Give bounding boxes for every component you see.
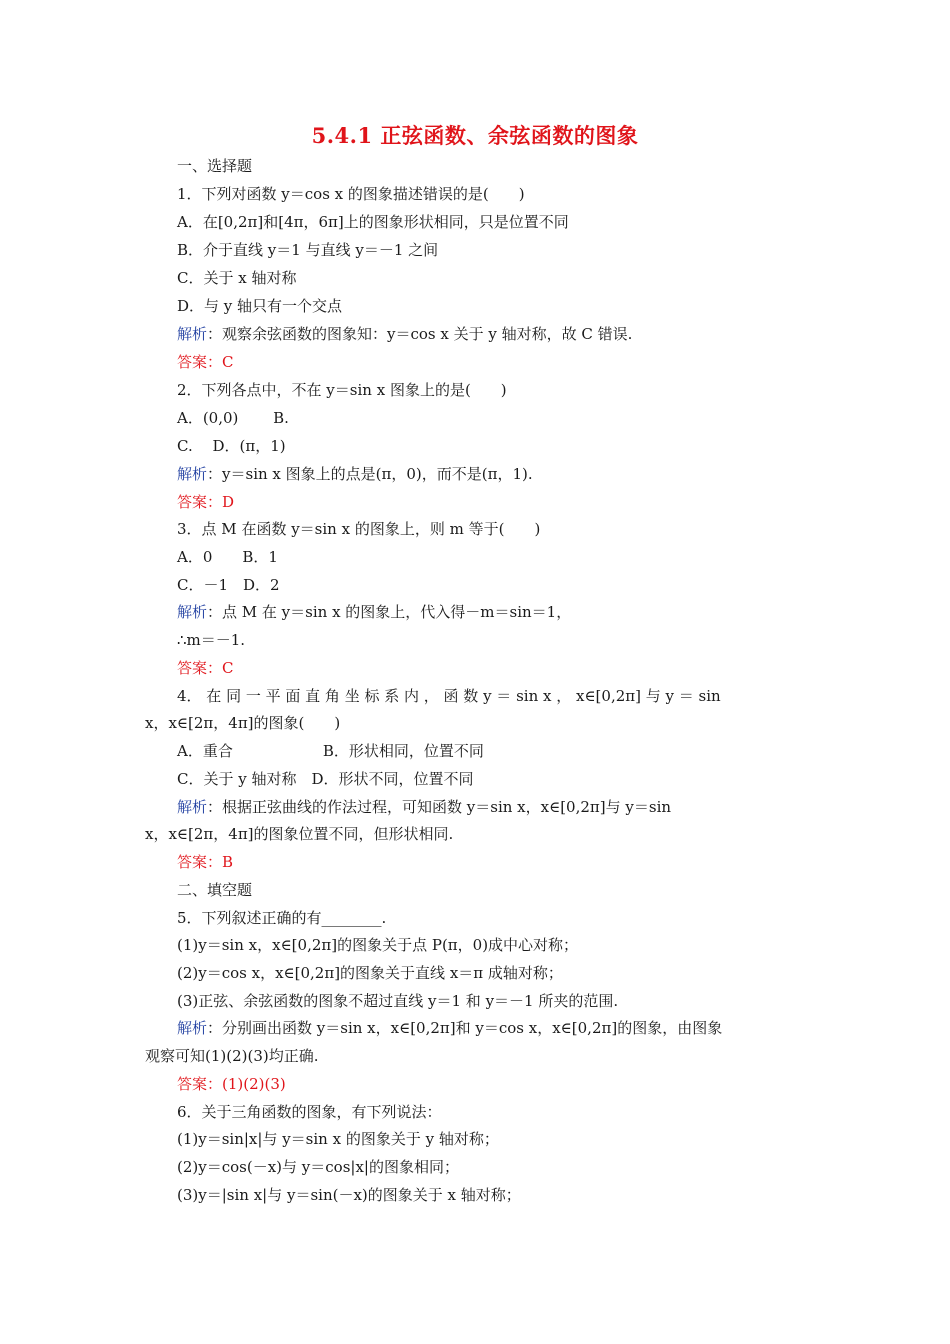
q3-analysis-cont: ∴m＝－1. (177, 631, 246, 649)
q6-statement-1: (1)y＝sin|x|与 y＝sin x 的图象关于 y 轴对称； (177, 1130, 499, 1148)
answer-text: ：C (207, 659, 234, 677)
q4-stem-cont: x，x∈[2π，4π]的图象( ) (145, 714, 341, 732)
section-heading-choice: 一、选择题 (177, 157, 253, 175)
section-heading-fill: 二、填空题 (177, 881, 253, 899)
q2-analysis (177, 460, 812, 488)
q6-statement-2: (2)y＝cos(－x)与 y＝cos|x|的图象相同； (177, 1158, 459, 1176)
q6-stem: 6．关于三角函数的图象，有下列说法： (177, 1103, 442, 1121)
q1-option-a: A．在[0,2π]和[4π，6π]上的图象形状相同，只是位置不同 (177, 213, 569, 231)
q1-answer (177, 348, 812, 376)
q5-statement-3: (3)正弦、余弦函数的图象不超过直线 y＝1 和 y＝－1 所夹的范围. (177, 992, 619, 1010)
analysis-text: ：分别画出函数 y＝sin x，x∈[0,2π]和 y＝cos x，x∈[0,2π]的图象，由图象 (207, 1019, 723, 1037)
q5-analysis (177, 1014, 812, 1042)
q5-statement-1: (1)y＝sin x，x∈[0,2π]的图象关于点 P(π，0)成中心对称； (177, 936, 579, 954)
q5-statement-2: (2)y＝cos x，x∈[0,2π]的图象关于直线 x＝π 成轴对称； (177, 964, 563, 982)
analysis-label: 解析 (177, 798, 208, 816)
q5-answer (177, 1070, 812, 1098)
analysis-text: ：y＝sin x 图象上的点是(π，0)，而不是(π，1). (207, 465, 533, 483)
q4-analysis (177, 793, 812, 821)
analysis-label: 解析 (177, 325, 208, 343)
analysis-label: 解析 (177, 603, 208, 621)
analysis-text: ：根据正弦曲线的作法过程，可知函数 y＝sin x，x∈[0,2π]与 y＝sin (207, 798, 672, 816)
analysis-label: 解析 (177, 1019, 208, 1037)
answer-text: ：(1)(2)(3) (207, 1075, 286, 1093)
q4-answer (177, 848, 812, 876)
q1-option-c: C．关于 x 轴对称 (177, 269, 297, 287)
q2-options-ab: A．(0,0) B. (177, 409, 289, 427)
q5-analysis-cont: 观察可知(1)(2)(3)均正确. (145, 1047, 319, 1065)
q3-stem: 3．点 M 在函数 y＝sin x 的图象上，则 m 等于( ) (177, 520, 541, 538)
q1-stem: 1．下列对函数 y＝cos x 的图象描述错误的是( ) (177, 185, 525, 203)
q4-options-cd: C．关于 y 轴对称 D．形状不同，位置不同 (177, 770, 474, 788)
q2-options-cd: C. D．(π，1) (177, 437, 286, 455)
q6-statement-3: (3)y＝|sin x|与 y＝sin(－x)的图象关于 x 轴对称； (177, 1186, 521, 1204)
q3-analysis (177, 598, 812, 626)
q1-option-d: D．与 y 轴只有一个交点 (177, 297, 343, 315)
analysis-text: ：观察余弦函数的图象知：y＝cos x 关于 y 轴对称，故 C 错误. (207, 325, 633, 343)
analysis-label: 解析 (177, 465, 208, 483)
q4-analysis-cont: x，x∈[2π，4π]的图象位置不同，但形状相同. (145, 825, 454, 843)
answer-label: 答案 (177, 659, 208, 677)
answer-text: ：D (207, 493, 235, 511)
q4-options-ab: A．重合 B．形状相同，位置不同 (177, 742, 484, 760)
q5-stem: 5．下列叙述正确的有________. (177, 909, 387, 927)
analysis-text: ：点 M 在 y＝sin x 的图象上，代入得－m＝sin＝1， (207, 603, 572, 621)
answer-label: 答案 (177, 853, 208, 871)
answer-label: 答案 (177, 1075, 208, 1093)
q1-option-b: B．介于直线 y＝1 与直线 y＝－1 之间 (177, 241, 439, 259)
page-title: 5.4.1 正弦函数、余弦函数的图象 (311, 123, 639, 148)
q2-stem: 2．下列各点中，不在 y＝sin x 图象上的是( ) (177, 381, 507, 399)
q3-options-cd: C．－1 D．2 (177, 576, 280, 594)
q3-answer (177, 654, 812, 682)
answer-text: ：C (207, 353, 234, 371)
q4-stem: 4． 在 同 一 平 面 直 角 坐 标 系 内 ， 函 数 y ＝ sin x ， x∈[0,2π] 与 y ＝ sin (177, 687, 721, 705)
q2-answer (177, 488, 812, 516)
q3-options-ab: A．0 B．1 (177, 548, 278, 566)
answer-text: ：B (207, 853, 234, 871)
q1-analysis (177, 320, 812, 348)
answer-label: 答案 (177, 353, 208, 371)
answer-label: 答案 (177, 493, 208, 511)
